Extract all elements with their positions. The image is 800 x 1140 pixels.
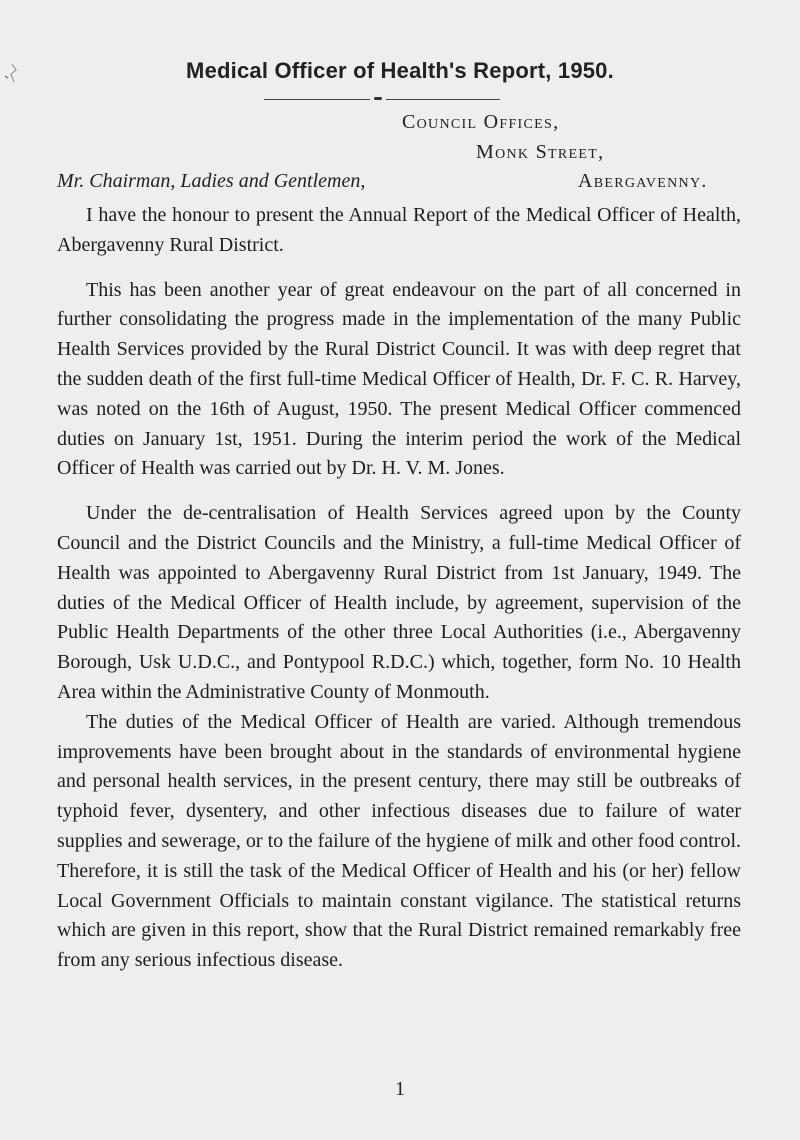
address-line-2: Monk Street,	[476, 141, 605, 163]
paragraph-3: Under the de-centralisation of Health Services agreed upon by the County Council and the District Councils and the Ministry, a full-time Medical Officer of Health was appointed to Abergavenny Rural District from 1st January, 1949. The duties of the Medical Officer of Health include, by agreement, supervision of the Public Health Departments of the other three Local Authorities (i.e., Abergavenny Borough, Usk U.D.C., and Pontypool R.D.C.) which, together, form No. 10 Health Area within the Administrative County of Monmouth.	[57, 502, 741, 703]
paragraph-4: The duties of the Medical Officer of Health are varied. Although tremendous improvements have been brought about in the standards of environmental hygiene and personal health services, in the present century, there may still be outbreaks of typhoid fever, dysentery, and other infectious diseases due to failure of water supplies and sewerage, or to the failure of the hygiene of milk and other food control. Therefore, it is still the task of the Medical Officer of Health and his (or her) fellow Local Government Officials to maintain constant vigilance. The statistical returns which are given in this report, show that the Rural District remained remarkably free from any serious infectious disease.	[57, 710, 741, 972]
report-body	[57, 201, 741, 976]
paragraph-2: This has been another year of great endeavour on the part of all concerned in further consolidating the progress made in the implementation of the many Public Health Services provided by the Rural District Council. It was with deep regret that the sudden death of the first full-time Medical Officer of Health, Dr. F. C. R. Harvey, was noted on the 16th of August, 1950. The present Medical Officer commenced duties on January 1st, 1951. During the interim period the work of the Medical Officer of Health was carried out by Dr. H. V. M. Jones.	[57, 278, 741, 480]
paragraph-1: I have the honour to present the Annual Report of the Medical Officer of Health, Abergavenny Rural District.	[57, 204, 741, 256]
divider-ornament	[370, 96, 386, 101]
salutation: Mr. Chairman, Ladies and Gentlemen,	[57, 170, 366, 192]
page-number: 1	[395, 1078, 405, 1100]
address-line-3: Abergavenny.	[578, 170, 708, 192]
report-title: Medical Officer of Health's Report, 1950.	[186, 58, 614, 83]
address-line-1: Council Offices,	[402, 111, 560, 133]
